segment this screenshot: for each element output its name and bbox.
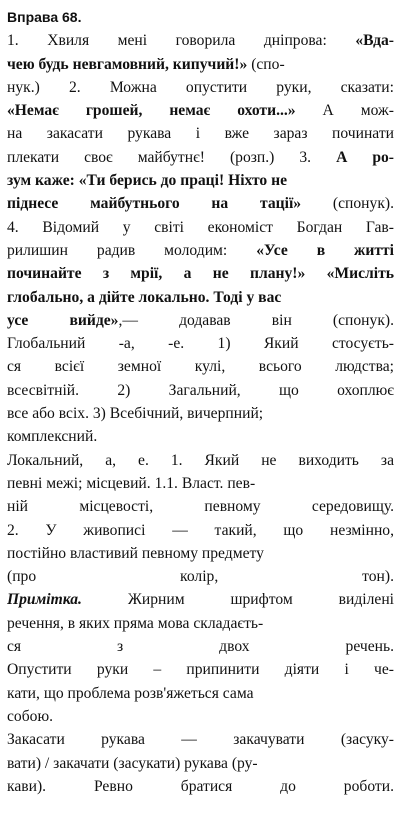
italic-label: Примітка.	[7, 591, 82, 609]
plain-text: певні межі; місцевий. 1.1. Власт. пев-	[7, 474, 256, 492]
plain-text: Локальний, а, е. 1. Який не виходить за	[7, 451, 394, 469]
plain-text: Глобальний -а, -е. 1) Який стосуєть-	[7, 335, 394, 353]
text-line	[7, 286, 394, 309]
text-line	[7, 262, 394, 285]
bold-text: А ро-	[336, 148, 394, 166]
text-line	[7, 402, 394, 425]
text-line	[7, 425, 394, 448]
bold-text: «Усе в житті	[256, 241, 394, 259]
text-line	[7, 53, 394, 76]
plain-text: ,— додавав він (спонук).	[118, 311, 394, 329]
plain-text: ній місцевості, певному середовищу.	[7, 498, 394, 516]
plain-text: вати) / закачати (засукати) рукава (ру-	[7, 754, 258, 772]
plain-text: ся всієї земної кулі, всього людства;	[7, 358, 394, 376]
plain-text: все або всіх. 3) Всебічний, вичерпний;	[7, 405, 264, 423]
bold-text: глобально, а дійте локально. Тоді у вас	[7, 288, 282, 306]
plain-text: ся з двох речень.	[7, 638, 394, 656]
plain-text: 4. Відомий у світі економіст Богдан Гав-	[7, 218, 394, 236]
text-line	[7, 76, 394, 99]
text-line	[7, 565, 394, 588]
text-line	[7, 519, 394, 542]
plain-text: (про колір, тон).	[7, 568, 394, 586]
text-line	[7, 309, 394, 332]
text-line	[7, 169, 394, 192]
exercise-body	[7, 29, 394, 798]
bold-text: починайте з мрії, а не плану!»	[7, 265, 306, 283]
text-line	[7, 775, 394, 798]
text-line	[7, 192, 394, 215]
plain-text: постійно властивий певному предмету	[7, 544, 264, 562]
exercise-heading: Вправа 68.	[7, 9, 82, 25]
plain-text: (спонук).	[301, 195, 394, 213]
text-line	[7, 635, 394, 658]
bold-text: усе вийде»	[7, 311, 119, 329]
text-line	[7, 752, 394, 775]
plain-text: Закасати рукава — закачувати (засуку-	[7, 731, 394, 749]
text-line	[7, 29, 394, 52]
plain-text: (спо-	[247, 55, 285, 73]
bold-text: «Немає грошей, немає охоти...»	[7, 102, 296, 120]
bold-text: зум каже: «Ти берись до праці! Ніхто не	[7, 172, 288, 190]
plain-text: собою.	[7, 707, 53, 725]
text-line	[7, 612, 394, 635]
text-line	[7, 588, 394, 611]
text-line	[7, 355, 394, 378]
text-line	[7, 472, 394, 495]
bold-text: чею будь невгамовний, кипучий!»	[7, 55, 248, 73]
text-line	[7, 146, 394, 169]
plain-text: Жирним шрифтом виділені	[81, 591, 394, 609]
text-line	[7, 495, 394, 518]
plain-text: кави). Ревно братися до роботи.	[7, 777, 394, 795]
plain-text: Опустити руки – припинити діяти і че-	[7, 661, 394, 679]
plain-text: 2. У живописі — такий, що незмінно,	[7, 521, 394, 539]
text-line	[7, 449, 394, 472]
plain-text: кати, що проблема розв'яжеться сама	[7, 684, 254, 702]
text-line	[7, 99, 394, 122]
text-line	[7, 379, 394, 402]
text-line	[7, 542, 394, 565]
plain-text: всесвітній. 2) Загальний, що охоплює	[7, 381, 394, 399]
plain-text: рилишин радив молодим:	[7, 241, 257, 259]
text-line	[7, 728, 394, 751]
text-line	[7, 122, 394, 145]
plain-text: комплексний.	[7, 428, 98, 446]
text-line	[7, 682, 394, 705]
text-line	[7, 658, 394, 681]
plain-text: 1. Хвиля мені говорила дніпрова:	[7, 32, 356, 50]
plain-text: А мож-	[295, 102, 394, 120]
text-line	[7, 239, 394, 262]
plain-text: нук.) 2. Можна опустити руки, сказати:	[7, 78, 394, 96]
text-line	[7, 705, 394, 728]
bold-text: «Вда-	[355, 32, 394, 50]
bold-text: піднесе майбутнього на тації»	[7, 195, 302, 213]
text-line	[7, 216, 394, 239]
plain-text: на закасати рукава і вже зараз починати	[7, 125, 394, 143]
plain-text: речення, в яких пряма мова складаєть-	[7, 614, 264, 632]
bold-text: «Мисліть	[305, 265, 394, 283]
text-line	[7, 332, 394, 355]
plain-text: плекати своє майбутнє! (розп.) 3.	[7, 148, 337, 166]
